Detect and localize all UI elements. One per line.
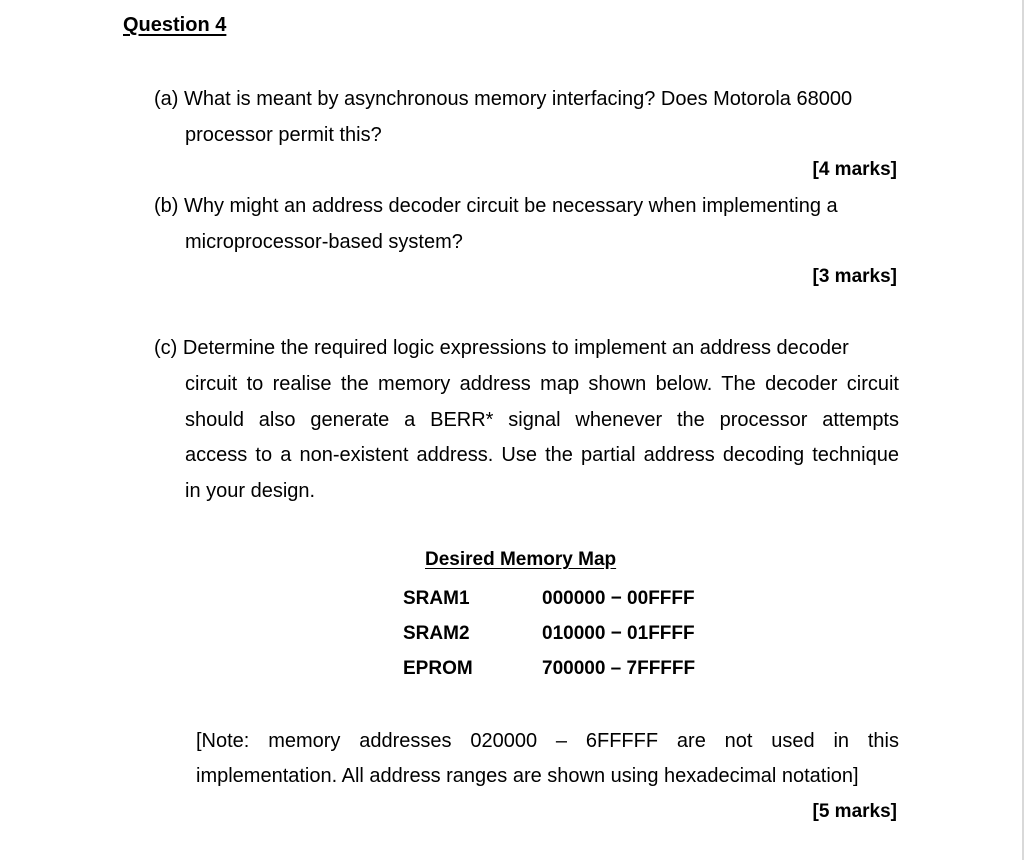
part-b-line-2: microprocessor-based system? (185, 231, 463, 253)
memory-row-name: SRAM1 (403, 588, 470, 609)
question-title: Question 4 (123, 14, 227, 36)
memory-map-title: Desired Memory Map (425, 549, 617, 570)
memory-row-name: SRAM2 (403, 623, 470, 644)
part-b-marks: [3 marks] (812, 266, 897, 287)
part-c-line-1: (c) Determine the required logic expressions to implement an address decoder (154, 337, 849, 359)
part-a-line-2: processor permit this? (185, 124, 382, 146)
memory-row-range: 000000 − 00FFFF (542, 588, 695, 609)
memory-row-range: 700000 – 7FFFFF (542, 658, 696, 679)
memory-row-range: 010000 − 01FFFF (542, 623, 695, 644)
part-a-marks: [4 marks] (812, 159, 897, 180)
part-c-line-3: should also generate a BERR* signal whenever the processor attempts (185, 409, 899, 431)
part-b-line-1: (b) Why might an address decoder circuit be necessary when implementing a (154, 195, 838, 217)
part-c-line-5: in your design. (185, 480, 316, 502)
memory-row-name: EPROM (403, 658, 473, 679)
part-a-line-1: (a) What is meant by asynchronous memory interfacing? Does Motorola 68000 (154, 88, 853, 110)
part-c-line-4: access to a non-existent address. Use the partial address decoding technique (185, 444, 899, 466)
part-c-line-2: circuit to realise the memory address map shown below. The decoder circuit (185, 373, 899, 395)
part-c-marks: [5 marks] (812, 801, 897, 822)
note-line-1: [Note: memory addresses 020000 – 6FFFFF are not used in this (196, 730, 899, 752)
note-line-2: implementation. All address ranges are shown using hexadecimal notation] (196, 765, 859, 787)
